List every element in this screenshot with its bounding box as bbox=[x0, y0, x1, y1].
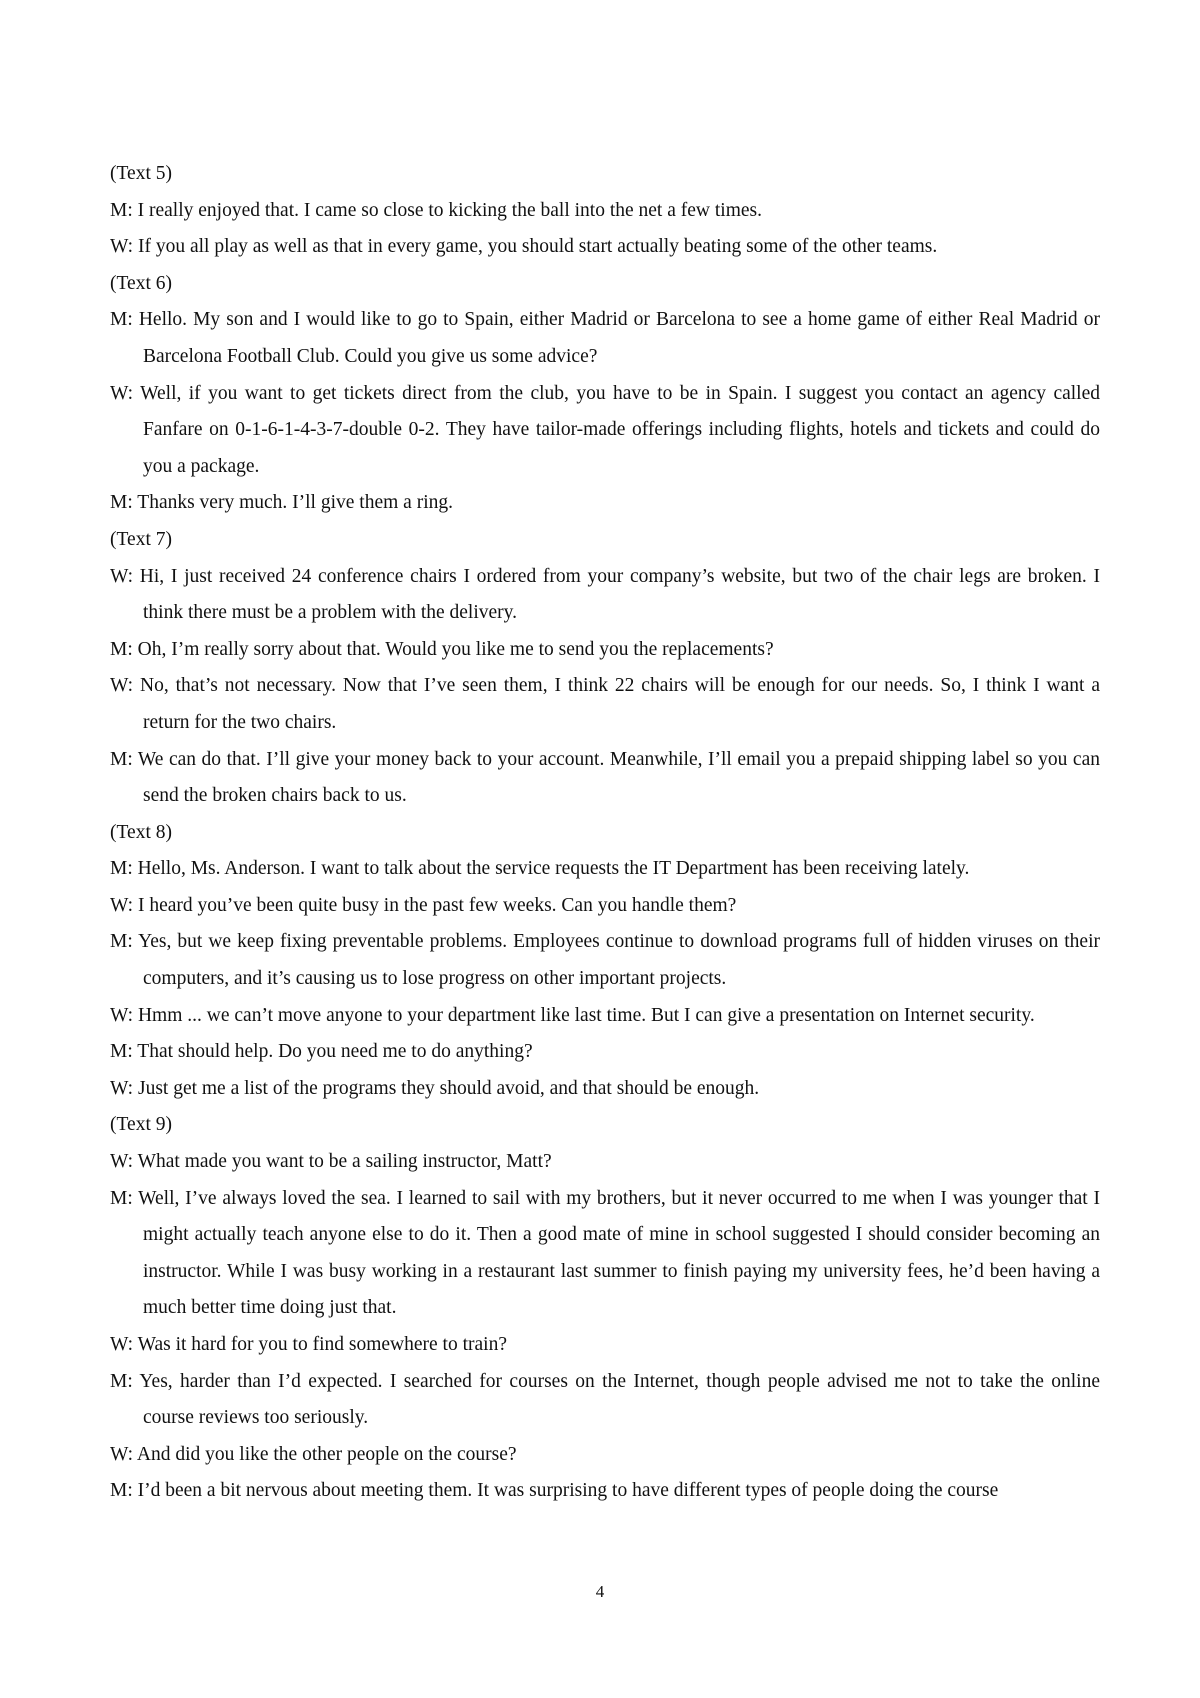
dialog-line: W: And did you like the other people on the course? bbox=[110, 1443, 517, 1465]
dialog-line: M: Hello. My son and I would like to go to Spain, either Madrid or Barcelona to see a home game of either Real Madrid or Barcelona Football Club. Could you give us some advice? bbox=[110, 309, 1100, 367]
dialog-line: M: We can do that. I’ll give your money back to your account. Meanwhile, I’ll email you a prepaid shipping label so you can send the broken chairs back to us. bbox=[110, 748, 1100, 807]
dialog-line: M: Well, I’ve always loved the sea. I learned to sail with my brothers, but it never occurred to me when I was younger that I might actually teach anyone else to do it. Then a good mate of mine in school suggested I should consider becoming an instructor. While I was busy working in a restaurant last summer to finish paying my university fees, he’d been having a much better time doing just that. bbox=[110, 1187, 1100, 1319]
dialog-line: M: Yes, harder than I’d expected. I searched for courses on the Internet, though people advised me not to take the online course reviews too seriously. bbox=[110, 1370, 1100, 1429]
section-label-text-5: (Text 5) bbox=[110, 163, 172, 184]
dialog-line: M: Yes, but we keep fixing preventable problems. Employees continue to download programs full of hidden viruses on their computers, and it’s causing us to lose progress on other important projects. bbox=[110, 931, 1100, 990]
dialog-line: M: Thanks very much. I’ll give them a ring. bbox=[110, 492, 453, 514]
dialog-line: M: I really enjoyed that. I came so close to kicking the ball into the net a few times. bbox=[110, 199, 762, 221]
dialog-line: W: Was it hard for you to find somewhere to train? bbox=[110, 1334, 507, 1355]
section-label-text-7: (Text 7) bbox=[110, 528, 172, 550]
dialog-line: W: What made you want to be a sailing instructor, Matt? bbox=[110, 1151, 552, 1173]
dialog-line: W: No, that’s not necessary. Now that I’ve seen them, I think 22 chairs will be enough for our needs. So, I think I want a return for the two chairs. bbox=[110, 675, 1100, 733]
transcript-body bbox=[110, 156, 1100, 1510]
dialog-line: M: That should help. Do you need me to do anything? bbox=[110, 1041, 533, 1063]
dialog-line: W: Hi, I just received 24 conference chairs I ordered from your company’s website, but two of the chair legs are broken. I think there must be a problem with the delivery. bbox=[110, 565, 1100, 624]
dialog-line: M: Hello, Ms. Anderson. I want to talk about the service requests the IT Department has been receiving lately. bbox=[110, 858, 970, 880]
dialog-line: W: Just get me a list of the programs they should avoid, and that should be enough. bbox=[110, 1077, 760, 1099]
dialog-line: W: Hmm ... we can’t move anyone to your department like last time. But I can give a presentation on Internet security. bbox=[110, 1004, 1035, 1026]
page-number: 4 bbox=[595, 1582, 605, 1601]
dialog-line: W: I heard you’ve been quite busy in the past few weeks. Can you handle them? bbox=[110, 894, 737, 916]
dialog-line: M: Oh, I’m really sorry about that. Would you like me to send you the replacements? bbox=[110, 638, 774, 660]
dialog-line: W: If you all play as well as that in every game, you should start actually beating some of the other teams. bbox=[110, 236, 938, 258]
section-label-text-9: (Text 9) bbox=[110, 1114, 172, 1136]
section-label-text-8: (Text 8) bbox=[110, 821, 172, 843]
dialog-line: W: Well, if you want to get tickets direct from the club, you have to be in Spain. I suggest you contact an agency called Fanfare on 0-1-6-1-4-3-7-double 0-2. They have tailor-made offerings including flights, hotels and tickets and could do you a package. bbox=[110, 382, 1100, 477]
dialog-line: M: I’d been a bit nervous about meeting them. It was surprising to have different types of people doing the course bbox=[110, 1480, 999, 1502]
section-label-text-6: (Text 6) bbox=[110, 272, 172, 294]
